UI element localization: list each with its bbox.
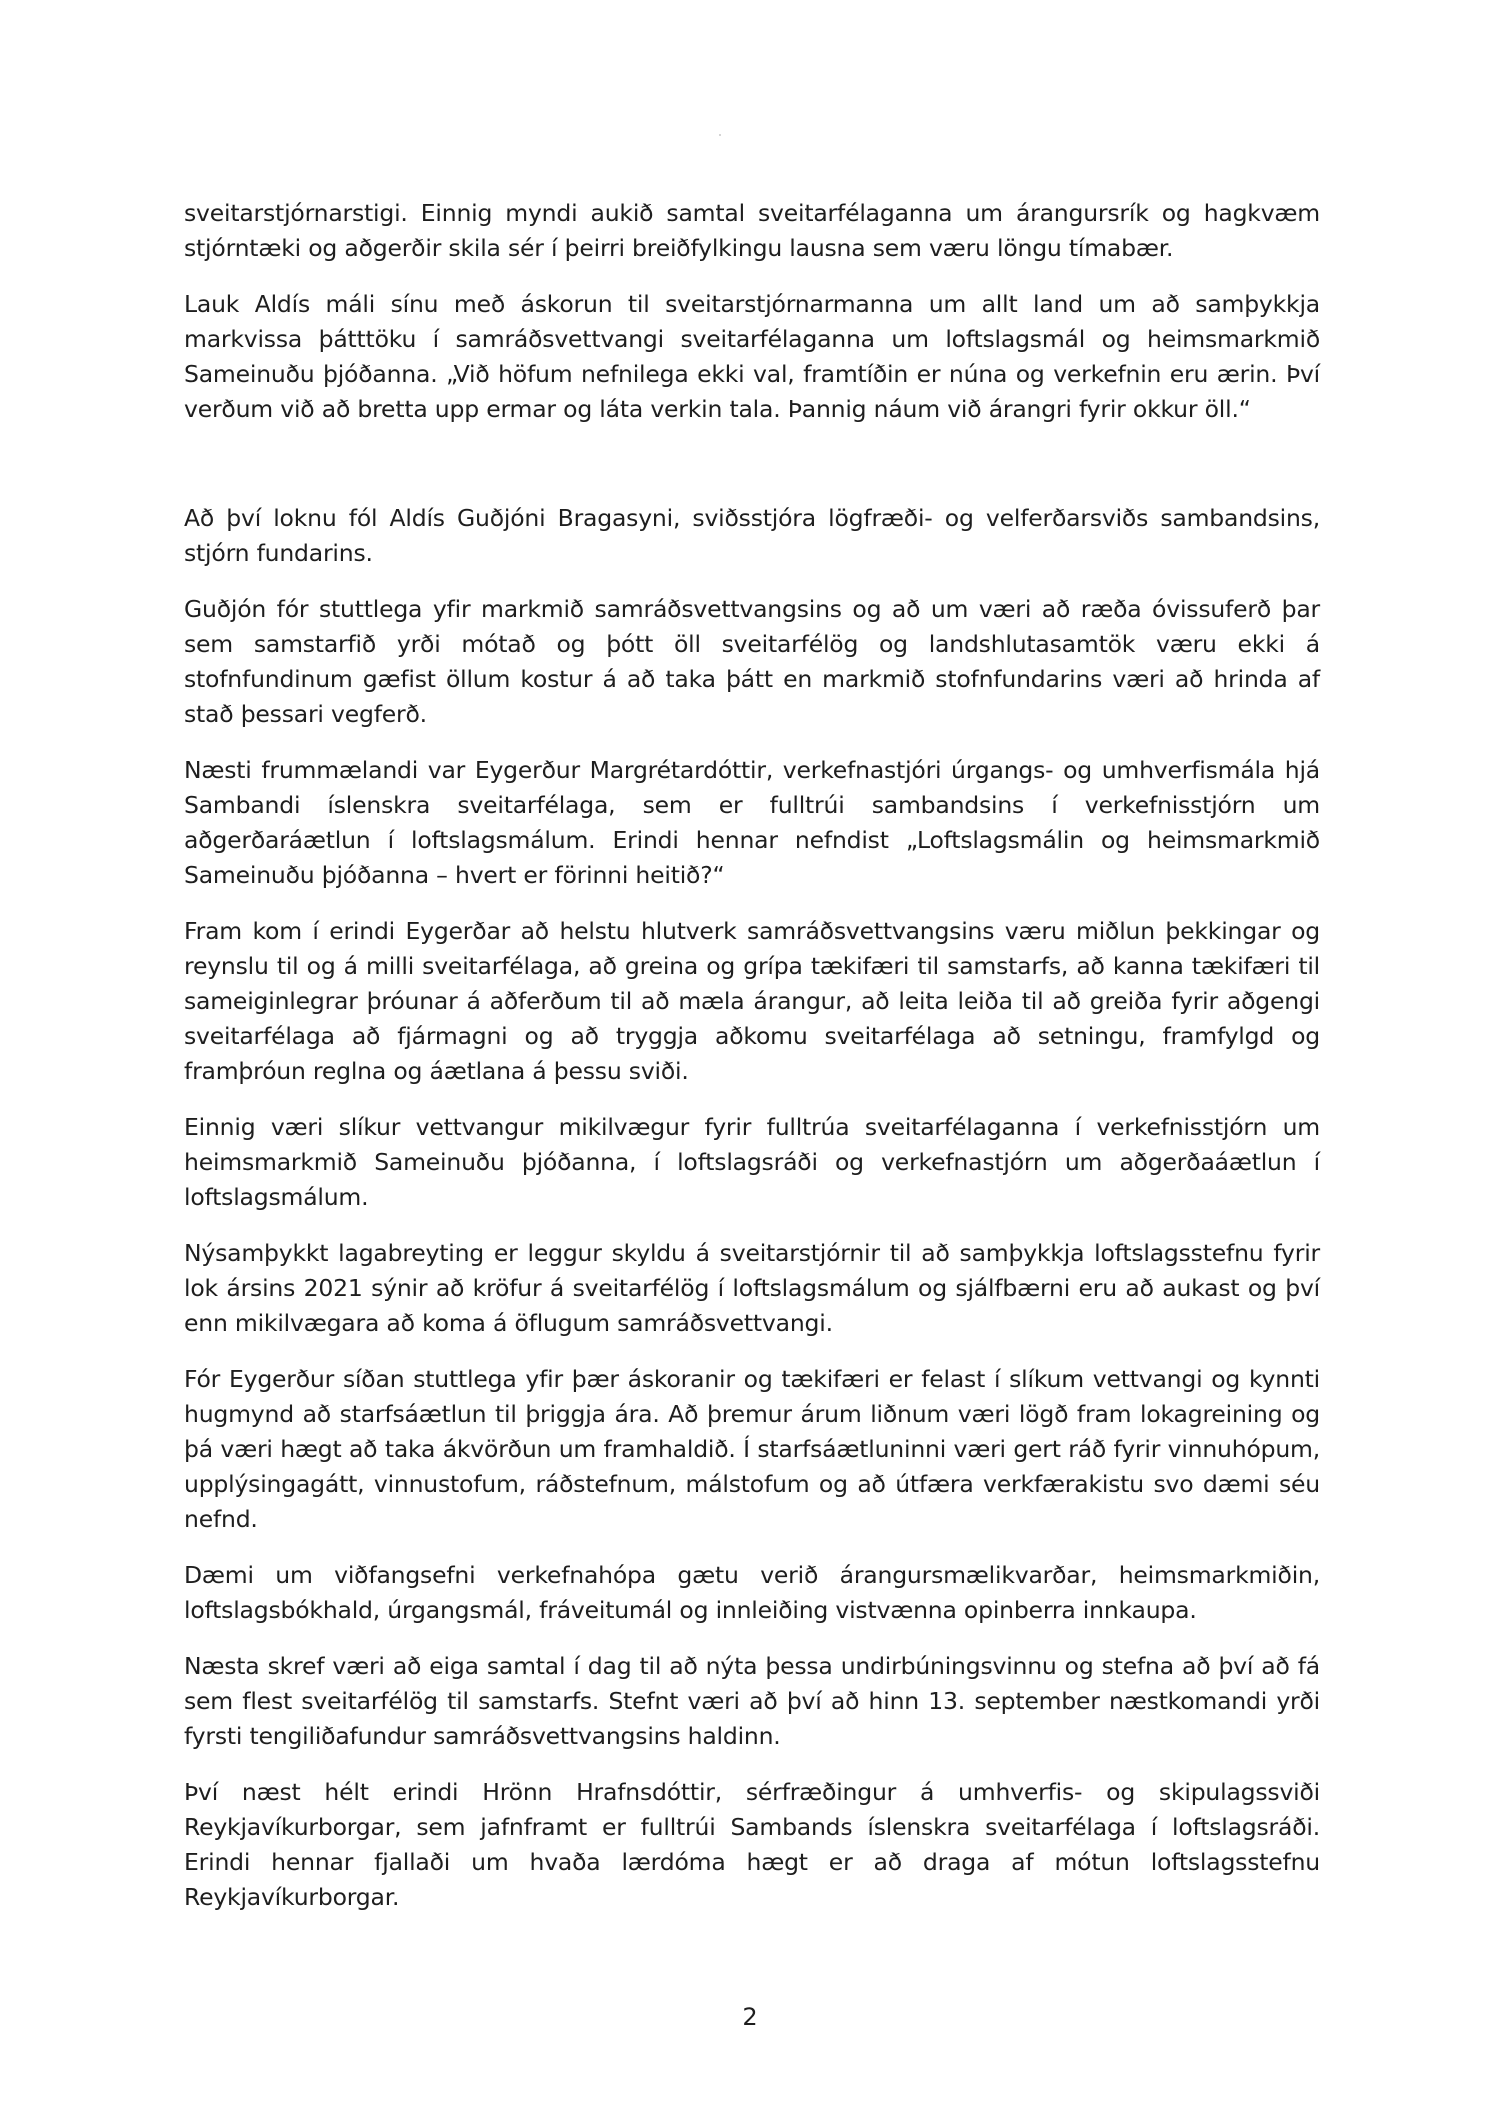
paragraph: Fór Eygerður síðan stuttlega yfir þær áskoranir og tækifæri er felast í slíkum vettvangi og kynnti hugmynd að starfsáætlun til þriggja ára. Að þremur árum liðnum væri lögð fram lokagreining og þá væri hægt að taka ákvörðun um framhaldið. Í starfsáætluninni væri gert ráð fyrir vinnuhópum, upplýsingagátt, vinnustofum, ráðstefnum, málstofum og að útfæra verkfærakistu svo dæmi séu nefnd. — [184, 1365, 1320, 1533]
paragraph: Einnig væri slíkur vettvangur mikilvægur fyrir fulltrúa sveitarfélaganna í verkefnisstjórn um heimsmarkmið Sameinuðu þjóðanna, í loftslagsráði og verkefnastjórn um aðgerðaáætlun í loftslagsmálum. — [184, 1113, 1320, 1211]
paragraph: Að því loknu fól Aldís Guðjóni Bragasyni, sviðsstjóra lögfræði- og velferðarsviðs sambandsins, stjórn fundarins. — [184, 504, 1320, 567]
body-text — [184, 196, 1320, 1915]
paragraph: Dæmi um viðfangsefni verkefnahópa gætu verið árangursmælikvarðar, heimsmarkmiðin, loftslagsbókhald, úrgangsmál, fráveitumál og innleiðing vistvænna opinberra innkaupa. — [184, 1561, 1320, 1624]
paragraph: Nýsamþykkt lagabreyting er leggur skyldu á sveitarstjórnir til að samþykkja loftslagsstefnu fyrir lok ársins 2021 sýnir að kröfur á sveitarfélög í loftslagsmálum og sjálfbærni eru að aukast og því enn mikilvægara að koma á öflugum samráðsvettvangi. — [184, 1239, 1320, 1337]
paragraph: Því næst hélt erindi Hrönn Hrafnsdóttir, sérfræðingur á umhverfis- og skipulagssviði Reykjavíkurborgar, sem jafnframt er fulltrúi Sambands íslenskra sveitarfélaga í loftslagsráði. Erindi hennar fjallaði um hvaða lærdóma hægt er að draga af mótun loftslagsstefnu Reykjavíkurborgar. — [184, 1778, 1320, 1911]
paragraph: sveitarstjórnarstigi. Einnig myndi aukið samtal sveitarfélaganna um árangursrík og hagkvæm stjórntæki og aðgerðir skila sér í þeirri breiðfylkingu lausna sem væru löngu tímabær. — [184, 199, 1320, 262]
page-number: 2 — [742, 2003, 758, 2031]
paragraph: Fram kom í erindi Eygerðar að helstu hlutverk samráðsvettvangsins væru miðlun þekkingar og reynslu til og á milli sveitarfélaga, að greina og grípa tækifæri til samstarfs, að kanna tækifæri til sameiginlegrar þróunar á aðferðum til að mæla árangur, að leita leiða til að greiða fyrir aðgengi sveitarfélaga að fjármagni og að tryggja aðkomu sveitarfélaga að setningu, framfylgd og framþróun reglna og áætlana á þessu sviði. — [184, 917, 1320, 1085]
paragraph: Guðjón fór stuttlega yfir markmið samráðsvettvangsins og að um væri að ræða óvissuferð þar sem samstarfið yrði mótað og þótt öll sveitarfélög og landshlutasamtök væru ekki á stofnfundinum gæfist öllum kostur á að taka þátt en markmið stofnfundarins væri að hrinda af stað þessari vegferð. — [184, 595, 1320, 728]
paragraph: Næsta skref væri að eiga samtal í dag til að nýta þessa undirbúningsvinnu og stefna að því að fá sem flest sveitarfélög til samstarfs. Stefnt væri að því að hinn 13. september næstkomandi yrði fyrsti tengiliðafundur samráðsvettvangsins haldinn. — [184, 1652, 1320, 1750]
paragraph: Lauk Aldís máli sínu með áskorun til sveitarstjórnarmanna um allt land um að samþykkja markvissa þátttöku í samráðsvettvangi sveitarfélaganna um loftslagsmál og heimsmarkmið Sameinuðu þjóðanna. „Við höfum nefnilega ekki val, framtíðin er núna og verkefnin eru ærin. Því verðum við að bretta upp ermar og láta verkin tala. Þannig náum við árangri fyrir okkur öll.“ — [184, 290, 1320, 423]
paragraph: Næsti frummælandi var Eygerður Margrétardóttir, verkefnastjóri úrgangs- og umhverfismála hjá Sambandi íslenskra sveitarfélaga, sem er fulltrúi sambandsins í verkefnisstjórn um aðgerðaráætlun í loftslagsmálum. Erindi hennar nefndist „Loftslagsmálin og heimsmarkmið Sameinuðu þjóðanna – hvert er förinni heitið?“ — [184, 756, 1320, 889]
scan-speck — [719, 134, 721, 136]
